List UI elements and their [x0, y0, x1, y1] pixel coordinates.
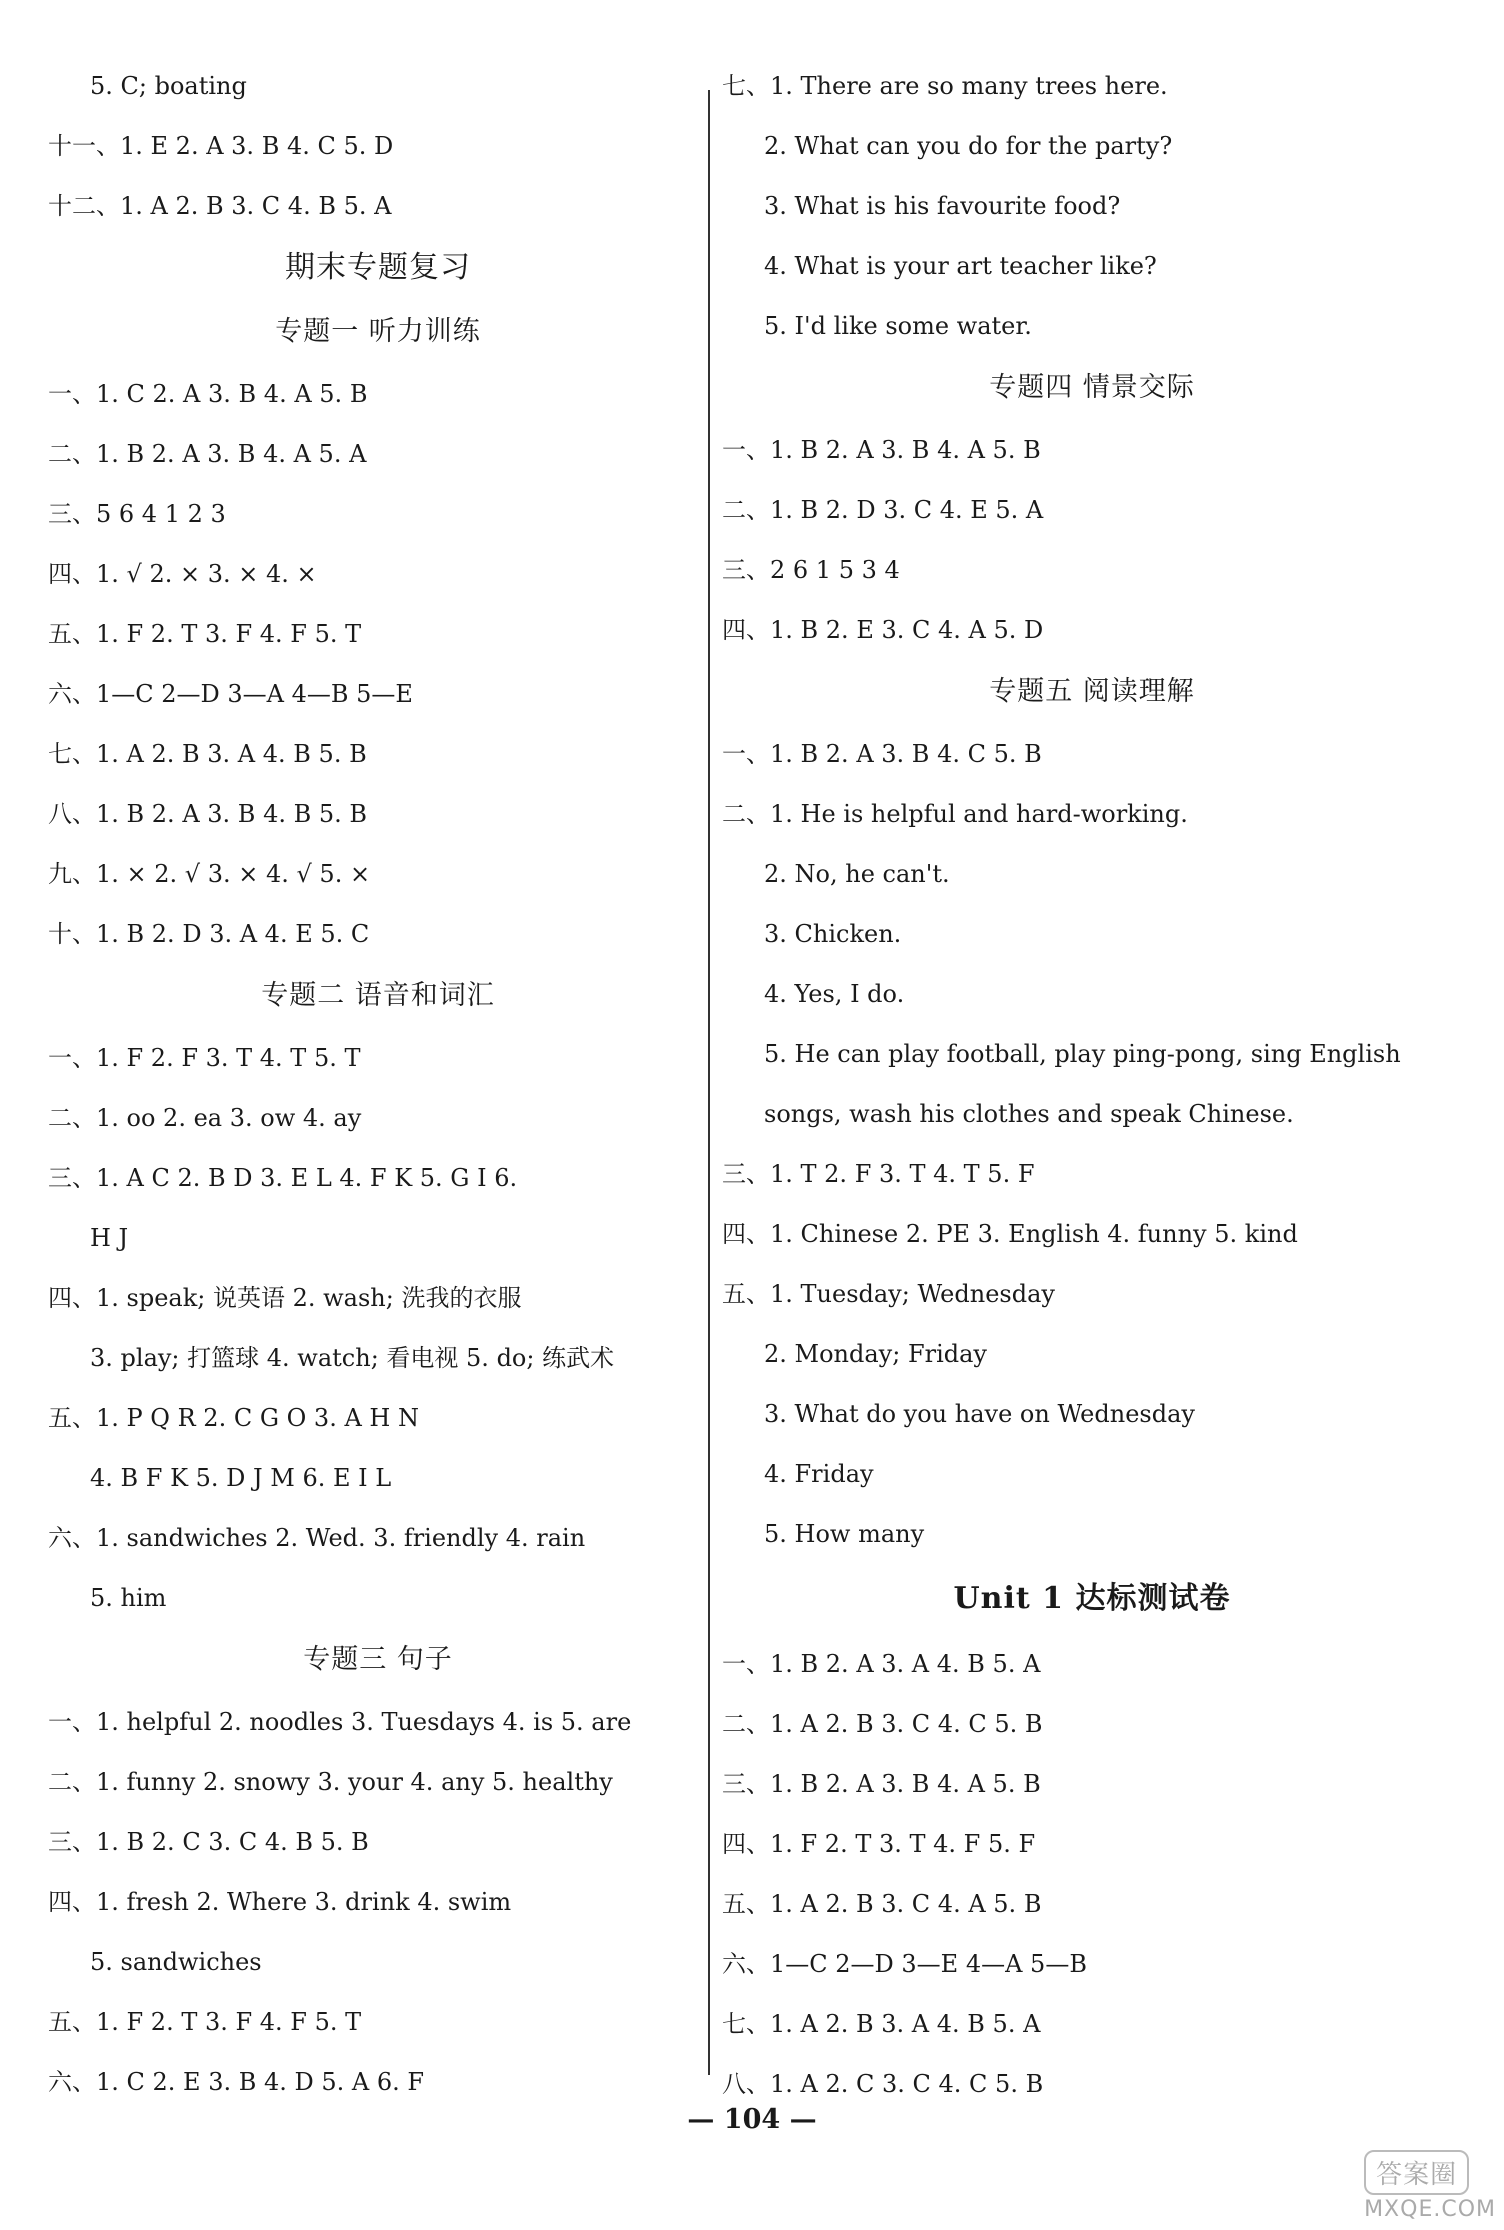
answer-line: 三、1. B 2. C 3. C 4. B 5. B — [48, 1828, 369, 1856]
answer-line: 三、2 6 1 5 3 4 — [722, 556, 900, 584]
section-heading: 专题五 阅读理解 — [989, 676, 1195, 707]
answer-line: H J — [90, 1224, 129, 1252]
right-column — [722, 56, 1462, 2114]
section-heading: 专题一 听力训练 — [275, 316, 481, 347]
answer-line: 2. What can you do for the party? — [764, 132, 1173, 160]
answer-line: 一、1. B 2. A 3. B 4. A 5. B — [722, 436, 1041, 464]
answer-line: 2. Monday; Friday — [764, 1340, 987, 1368]
answer-line: 一、1. C 2. A 3. B 4. A 5. B — [48, 380, 368, 408]
answer-line: 4. B F K 5. D J M 6. E I L — [90, 1464, 392, 1492]
answer-line: 4. Yes, I do. — [764, 980, 905, 1008]
answer-line: 四、1. Chinese 2. PE 3. English 4. funny 5. kind — [722, 1220, 1298, 1248]
answer-line: 二、1. B 2. D 3. C 4. E 5. A — [722, 496, 1044, 524]
answer-line: 七、1. A 2. B 3. A 4. B 5. A — [722, 2010, 1041, 2038]
answer-line: 5. He can play football, play ping-pong, sing English — [764, 1040, 1401, 1068]
answer-line: 五、1. Tuesday; Wednesday — [722, 1280, 1055, 1308]
page-number: — 104 — — [687, 2104, 817, 2135]
answer-line: 四、1. fresh 2. Where 3. drink 4. swim — [48, 1888, 512, 1916]
answer-line: 3. What is his favourite food? — [764, 192, 1121, 220]
answer-line: 5. How many — [764, 1520, 925, 1548]
answer-line: 六、1—C 2—D 3—E 4—A 5—B — [722, 1950, 1087, 1978]
answer-line: 5. I'd like some water. — [764, 312, 1032, 340]
answer-line: 五、1. F 2. T 3. F 4. F 5. T — [48, 2008, 362, 2036]
answer-line: 一、1. B 2. A 3. B 4. C 5. B — [722, 740, 1042, 768]
answer-line: 九、1. × 2. √ 3. × 4. √ 5. × — [48, 860, 371, 888]
answer-line: 2. No, he can't. — [764, 860, 950, 888]
answer-line: 四、1. √ 2. × 3. × 4. × — [48, 560, 317, 588]
answer-line: songs, wash his clothes and speak Chinese. — [764, 1100, 1294, 1128]
answer-line: 二、1. A 2. B 3. C 4. C 5. B — [722, 1710, 1043, 1738]
answer-line: 三、5 6 4 1 2 3 — [48, 500, 226, 528]
answer-line: 3. play; 打篮球 4. watch; 看电视 5. do; 练武术 — [90, 1344, 615, 1372]
answer-line: 3. Chicken. — [764, 920, 902, 948]
answer-line: 五、1. P Q R 2. C G O 3. A H N — [48, 1404, 419, 1432]
answer-line: 3. What do you have on Wednesday — [764, 1400, 1195, 1428]
answer-line: 5. C; boating — [90, 72, 247, 100]
section-heading: 专题三 句子 — [303, 1644, 453, 1675]
watermark-logo: 答案圈 — [1364, 2150, 1469, 2195]
answer-line: 六、1. C 2. E 3. B 4. D 5. A 6. F — [48, 2068, 425, 2096]
answer-line: 二、1. B 2. A 3. B 4. A 5. A — [48, 440, 367, 468]
answer-line: 二、1. oo 2. ea 3. ow 4. ay — [48, 1104, 362, 1132]
watermark — [1364, 2150, 1496, 2222]
answer-line: 五、1. A 2. B 3. C 4. A 5. B — [722, 1890, 1042, 1918]
section-heading: Unit 1 达标测试卷 — [953, 1581, 1231, 1616]
answer-line: 六、1. sandwiches 2. Wed. 3. friendly 4. rain — [48, 1524, 586, 1552]
left-column — [48, 56, 708, 2112]
answer-line: 一、1. helpful 2. noodles 3. Tuesdays 4. is 5. are — [48, 1708, 632, 1736]
answer-line: 十二、1. A 2. B 3. C 4. B 5. A — [48, 192, 392, 220]
section-heading: 期末专题复习 — [285, 250, 471, 285]
answer-line: 十、1. B 2. D 3. A 4. E 5. C — [48, 920, 370, 948]
answer-line: 一、1. F 2. F 3. T 4. T 5. T — [48, 1044, 361, 1072]
answer-line: 二、1. He is helpful and hard-working. — [722, 800, 1188, 828]
answer-line: 4. What is your art teacher like? — [764, 252, 1157, 280]
answer-line: 七、1. There are so many trees here. — [722, 72, 1168, 100]
answer-line: 四、1. B 2. E 3. C 4. A 5. D — [722, 616, 1044, 644]
answer-line: 四、1. speak; 说英语 2. wash; 洗我的衣服 — [48, 1284, 522, 1312]
section-heading: 专题四 情景交际 — [989, 372, 1195, 403]
answer-line: 十一、1. E 2. A 3. B 4. C 5. D — [48, 132, 394, 160]
answer-line: 5. sandwiches — [90, 1948, 262, 1976]
answer-line: 二、1. funny 2. snowy 3. your 4. any 5. healthy — [48, 1768, 613, 1796]
answer-line: 八、1. B 2. A 3. B 4. B 5. B — [48, 800, 368, 828]
answer-line: 三、1. B 2. A 3. B 4. A 5. B — [722, 1770, 1041, 1798]
answer-line: 一、1. B 2. A 3. A 4. B 5. A — [722, 1650, 1041, 1678]
answer-line: 三、1. T 2. F 3. T 4. T 5. F — [722, 1160, 1035, 1188]
answer-line: 4. Friday — [764, 1460, 874, 1488]
column-divider — [708, 90, 710, 2075]
answer-line: 三、1. A C 2. B D 3. E L 4. F K 5. G I 6. — [48, 1164, 518, 1192]
answer-line: 五、1. F 2. T 3. F 4. F 5. T — [48, 620, 362, 648]
answer-line: 八、1. A 2. C 3. C 4. C 5. B — [722, 2070, 1044, 2098]
answer-line: 四、1. F 2. T 3. T 4. F 5. F — [722, 1830, 1036, 1858]
answer-line: 5. him — [90, 1584, 167, 1612]
section-heading: 专题二 语音和词汇 — [261, 980, 495, 1011]
answer-line: 六、1—C 2—D 3—A 4—B 5—E — [48, 680, 413, 708]
answer-line: 七、1. A 2. B 3. A 4. B 5. B — [48, 740, 367, 768]
watermark-site: MXQE.COM — [1364, 2197, 1496, 2222]
